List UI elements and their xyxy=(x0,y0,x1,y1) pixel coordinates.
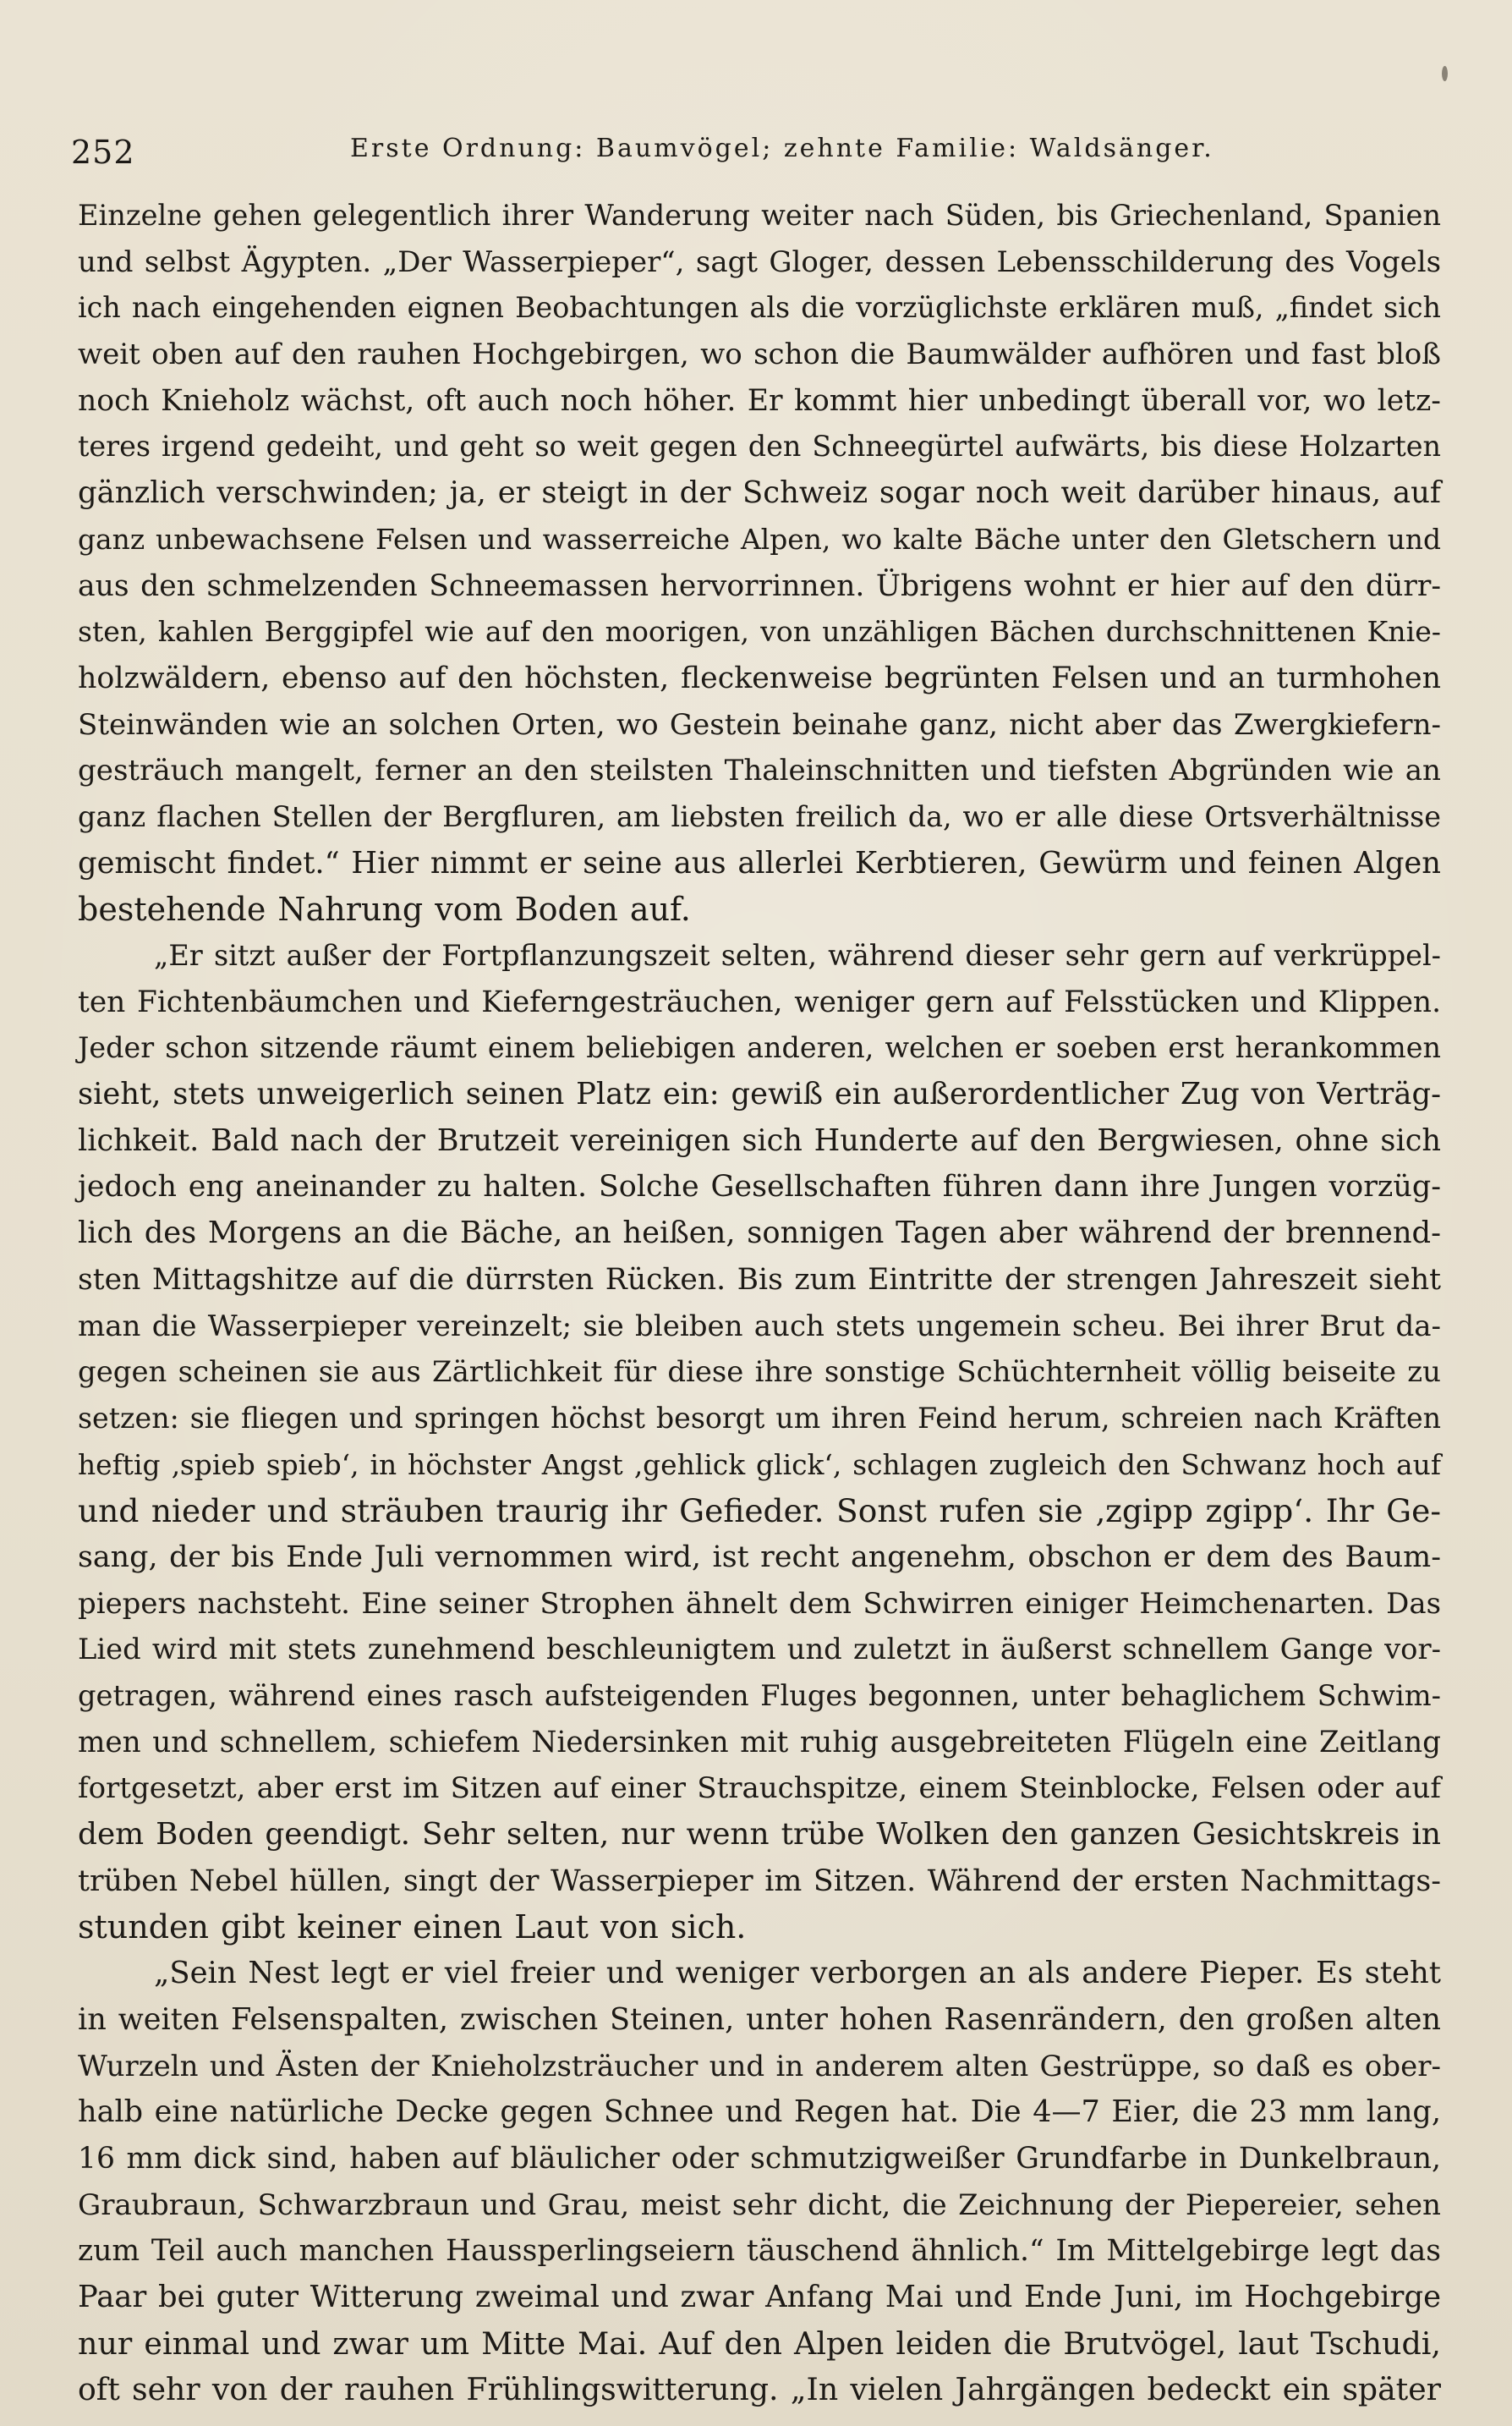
text-line: dem Boden geendigt. Sehr selten, nur wenn trübe Wolken den ganzen Gesichtskreis in xyxy=(78,1817,1441,1852)
text-line: Lied wird mit stets zunehmend beschleunigtem und zuletzt in äußerst schnellem Gange vor- xyxy=(78,1633,1441,1666)
text-line: men und schnellem, schiefem Niedersinken mit ruhig ausgebreiteten Flügeln eine Zeitlang xyxy=(78,1725,1441,1759)
body-text xyxy=(78,193,1441,2413)
text-line: noch Knieholz wächst, oft auch noch höher. Er kommt hier unbedingt überall vor, wo letz- xyxy=(78,383,1441,418)
text-line: holzwäldern, ebenso auf den höchsten, fleckenweise begrünten Felsen und an turmhohen xyxy=(78,661,1441,695)
text-line: getragen, während eines rasch aufsteigenden Fluges begonnen, unter behaglichem Schwim- xyxy=(78,1679,1441,1712)
text-line: aus den schmelzenden Schneemassen hervorrinnen. Übrigens wohnt er hier auf den dürr- xyxy=(78,568,1441,603)
text-line: Wurzeln und Ästen der Knieholzsträucher und in anderem alten Gestrüppe, so daß es ober- xyxy=(78,2049,1441,2083)
text-line: lichkeit. Bald nach der Brutzeit vereinigen sich Hunderte auf den Bergwiesen, ohne sich xyxy=(78,1122,1441,1158)
text-line: ich nach eingehenden eignen Beobachtungen als die vorzüglichste erklären muß, „findet sich xyxy=(78,291,1441,325)
text-line: oft sehr von der rauhen Frühlingswitterung. „In vielen Jahrgängen bedeckt ein später xyxy=(78,2371,1441,2408)
text-line: nur einmal und zwar um Mitte Mai. Auf den Alpen leiden die Brutvögel, laut Tschudi, xyxy=(78,2324,1441,2362)
text-line: heftig ‚spieb spieb‘, in höchster Angst ‚gehlick glick‘, schlagen zugleich den Schwanz hoch auf xyxy=(78,1447,1441,1481)
text-line: Graubraun, Schwarzbraun und Grau, meist sehr dicht, die Zeichnung der Piepereier, sehen xyxy=(78,2187,1441,2222)
text-line: setzen: sie fliegen und springen höchst besorgt um ihren Feind herum, schreien nach Kräften xyxy=(78,1401,1441,1435)
text-line: teres irgend gedeiht, und geht so weit gegen den Schneegürtel aufwärts, bis diese Holzarten xyxy=(78,430,1441,464)
text-line: sten, kahlen Berggipfel wie auf den moorigen, von unzähligen Bächen durchschnittenen Knie- xyxy=(78,615,1441,649)
text-line: fortgesetzt, aber erst im Sitzen auf einer Strauchspitze, einem Steinblocke, Felsen oder auf xyxy=(78,1771,1441,1806)
text-line: und selbst Ägypten. „Der Wasserpieper“, sagt Gloger, dessen Lebensschilderung des Vogels xyxy=(78,244,1441,279)
text-line: „Sein Nest legt er viel freier und weniger verborgen an als andere Pieper. Es steht xyxy=(154,1956,1441,1991)
text-line: in weiten Felsenspalten, zwischen Steinen, unter hohen Rasenrändern, den großen alten xyxy=(78,2001,1441,2037)
text-line: Jeder schon sitzende räumt einem beliebigen anderen, welchen er soeben erst herankommen xyxy=(78,1031,1441,1065)
text-line: lich des Morgens an die Bäche, an heißen, sonnigen Tagen aber während der brennend- xyxy=(78,1216,1441,1251)
page-header xyxy=(71,127,1441,178)
text-line: man die Wasserpieper vereinzelt; sie bleiben auch stets ungemein scheu. Bei ihrer Brut da- xyxy=(78,1309,1441,1343)
text-line: ganz unbewachsene Felsen und wasserreiche Alpen, wo kalte Bäche unter den Gletschern und xyxy=(78,522,1441,556)
text-line: Einzelne gehen gelegentlich ihrer Wanderung weiter nach Süden, bis Griechenland, Spanien xyxy=(78,199,1441,232)
running-head: Erste Ordnung: Baumvögel; zehnte Familie: Waldsänger. xyxy=(350,134,1214,163)
ink-spot xyxy=(1442,66,1448,81)
text-line: gemischt findet.“ Hier nimmt er seine aus allerlei Kerbtieren, Gewürm und feinen Algen xyxy=(78,845,1441,881)
text-line: Paar bei guter Witterung zweimal und zwar Anfang Mai und Ende Juni, im Hochgebirge xyxy=(78,2279,1441,2314)
text-line: zum Teil auch manchen Haussperlingseiern täuschend ähnlich.“ Im Mittelgebirge legt das xyxy=(78,2234,1441,2269)
text-line: gänzlich verschwinden; ja, er steigt in der Schweiz sogar noch weit darüber hinaus, auf xyxy=(78,475,1441,511)
text-line: ten Fichtenbäumchen und Kieferngesträuchen, weniger gern auf Felsstücken und Klippen. xyxy=(78,985,1441,1019)
text-line: Steinwänden wie an solchen Orten, wo Gestein beinahe ganz, nicht aber das Zwergkiefern- xyxy=(78,707,1441,742)
text-line: und nieder und sträuben traurig ihr Gefieder. Sonst rufen sie ‚zgipp zgipp‘. Ihr Ge- xyxy=(78,1492,1441,1530)
text-line: weit oben auf den rauhen Hochgebirgen, wo schon die Baumwälder aufhören und fast bloß xyxy=(78,338,1441,372)
text-line: ganz flachen Stellen der Bergfluren, am liebsten freilich da, wo er alle diese Ortsverhältnisse xyxy=(78,799,1441,833)
text-line: sang, der bis Ende Juli vernommen wird, ist recht angenehm, obschon er dem des Baum- xyxy=(78,1540,1441,1574)
text-line: gegen scheinen sie aus Zärtlichkeit für diese ihre sonstige Schüchternheit völlig beiseite zu xyxy=(78,1355,1441,1389)
text-line: piepers nachsteht. Eine seiner Strophen ähnelt dem Schwirren einiger Heimchenarten. Das xyxy=(78,1586,1441,1621)
text-line: sten Mittagshitze auf die dürrsten Rücken. Bis zum Eintritte der strengen Jahreszeit sieht xyxy=(78,1262,1441,1297)
text-line: trüben Nebel hüllen, singt der Wasserpieper im Sitzen. Während der ersten Nachmittags- xyxy=(78,1863,1441,1898)
page-number: 252 xyxy=(71,134,135,171)
text-line: gesträuch mangelt, ferner an den steilsten Thaleinschnitten und tiefsten Abgründen wie an xyxy=(78,754,1441,788)
text-line: „Er sitzt außer der Fortpflanzungszeit selten, während dieser sehr gern auf verkrüppel- xyxy=(154,939,1441,972)
text-line: halb eine natürliche Decke gegen Schnee und Regen hat. Die 4—7 Eier, die 23 mm lang, xyxy=(78,2094,1441,2130)
text-line: sieht, stets unweigerlich seinen Platz ein: gewiß ein außerordentlicher Zug von Verträg- xyxy=(78,1077,1441,1112)
text-line: jedoch eng aneinander zu halten. Solche Gesellschaften führen dann ihre Jungen vorzüg- xyxy=(78,1170,1441,1205)
text-line: stunden gibt keiner einen Laut von sich. xyxy=(78,1908,747,1946)
text-line: 16 mm dick sind, haben auf bläulicher oder schmutzigweißer Grundfarbe in Dunkelbraun, xyxy=(78,2141,1441,2176)
text-line: bestehende Nahrung vom Boden auf. xyxy=(78,891,691,929)
